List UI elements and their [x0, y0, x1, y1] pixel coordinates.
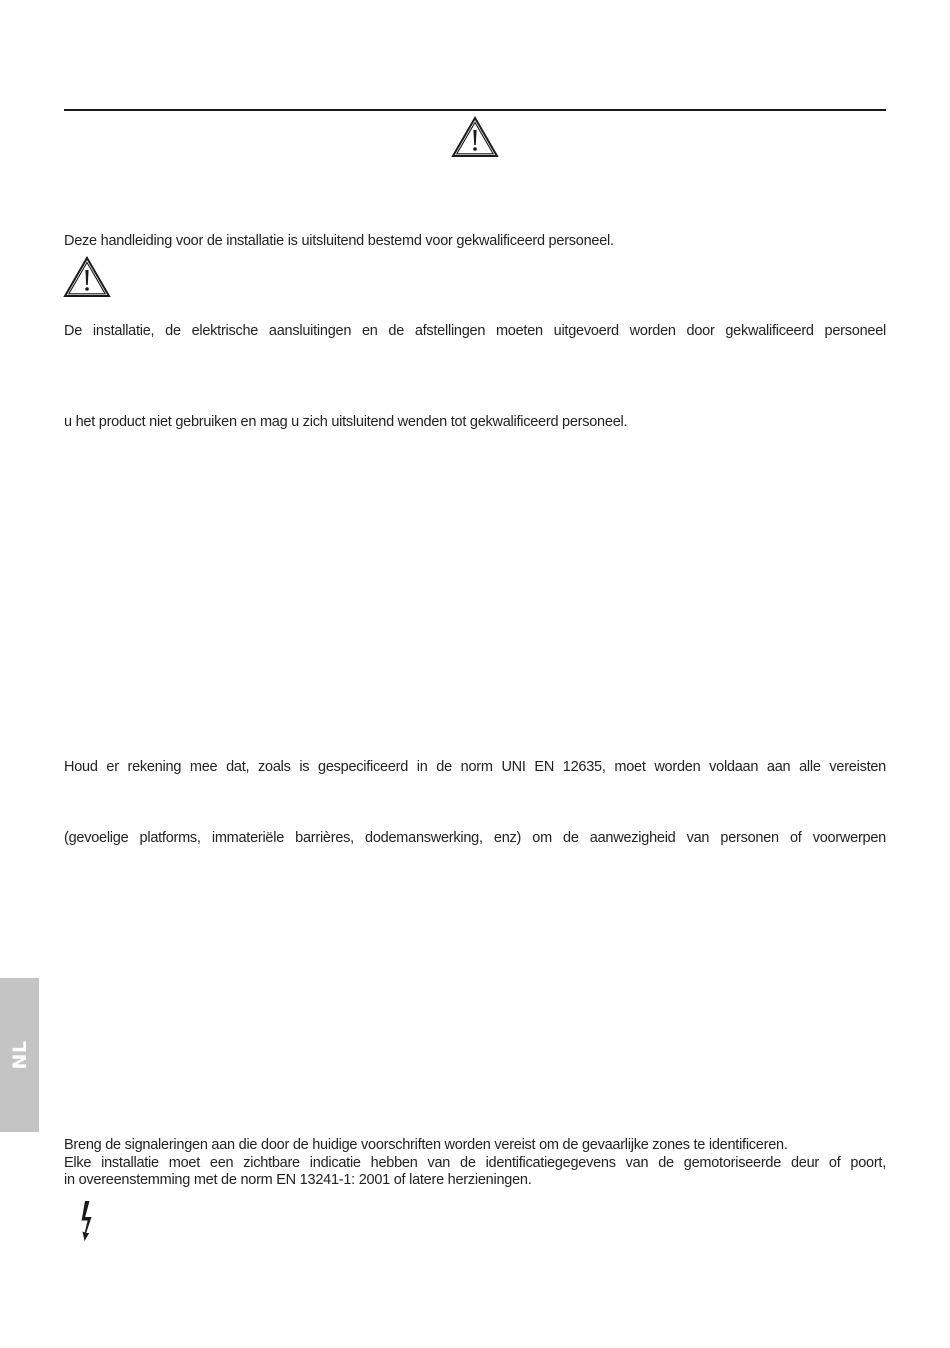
- paragraph-line: Elke installatie moet een zichtbare indicatie hebben van de identificatiegegevens van de gemotoriseerde deur of poort,: [64, 1154, 886, 1171]
- paragraph-line: in overeenstemming met de norm EN 13241-1: 2001 of latere herzieningen.: [64, 1172, 532, 1188]
- qualified-staff-line: u het product niet gebruiken en mag u zich uitsluitend wenden tot gekwalificeerd personeel.: [64, 414, 628, 430]
- paragraph-line: Breng de signaleringen aan die door de huidige voorschriften worden vereist om de gevaarlijke zones te identificeren.: [64, 1137, 788, 1153]
- intro-line: Deze handleiding voor de installatie is uitsluitend bestemd voor gekwalificeerd personeel.: [64, 233, 614, 249]
- language-tab-label: NL: [8, 1040, 31, 1070]
- warning-triangle-icon: [63, 256, 111, 298]
- safety-devices-line: (gevoelige platforms, immateriële barrières, dodemanswerking, enz) om de aanwezigheid van personen of voorwerpen: [64, 830, 886, 846]
- warning-triangle-icon: [451, 116, 499, 158]
- norm-line: Houd er rekening mee dat, zoals is gespecificeerd in de norm UNI EN 12635, moet worden voldaan aan alle vereisten: [64, 759, 886, 775]
- header-rule: [64, 109, 886, 111]
- signage-paragraph: [64, 1137, 886, 1190]
- electric-hazard-bolt-icon: [76, 1200, 98, 1242]
- installation-line: De installatie, de elektrische aansluitingen en de afstellingen moeten uitgevoerd worden door gekwalificeerd personeel: [64, 323, 886, 339]
- language-tab: [0, 978, 39, 1132]
